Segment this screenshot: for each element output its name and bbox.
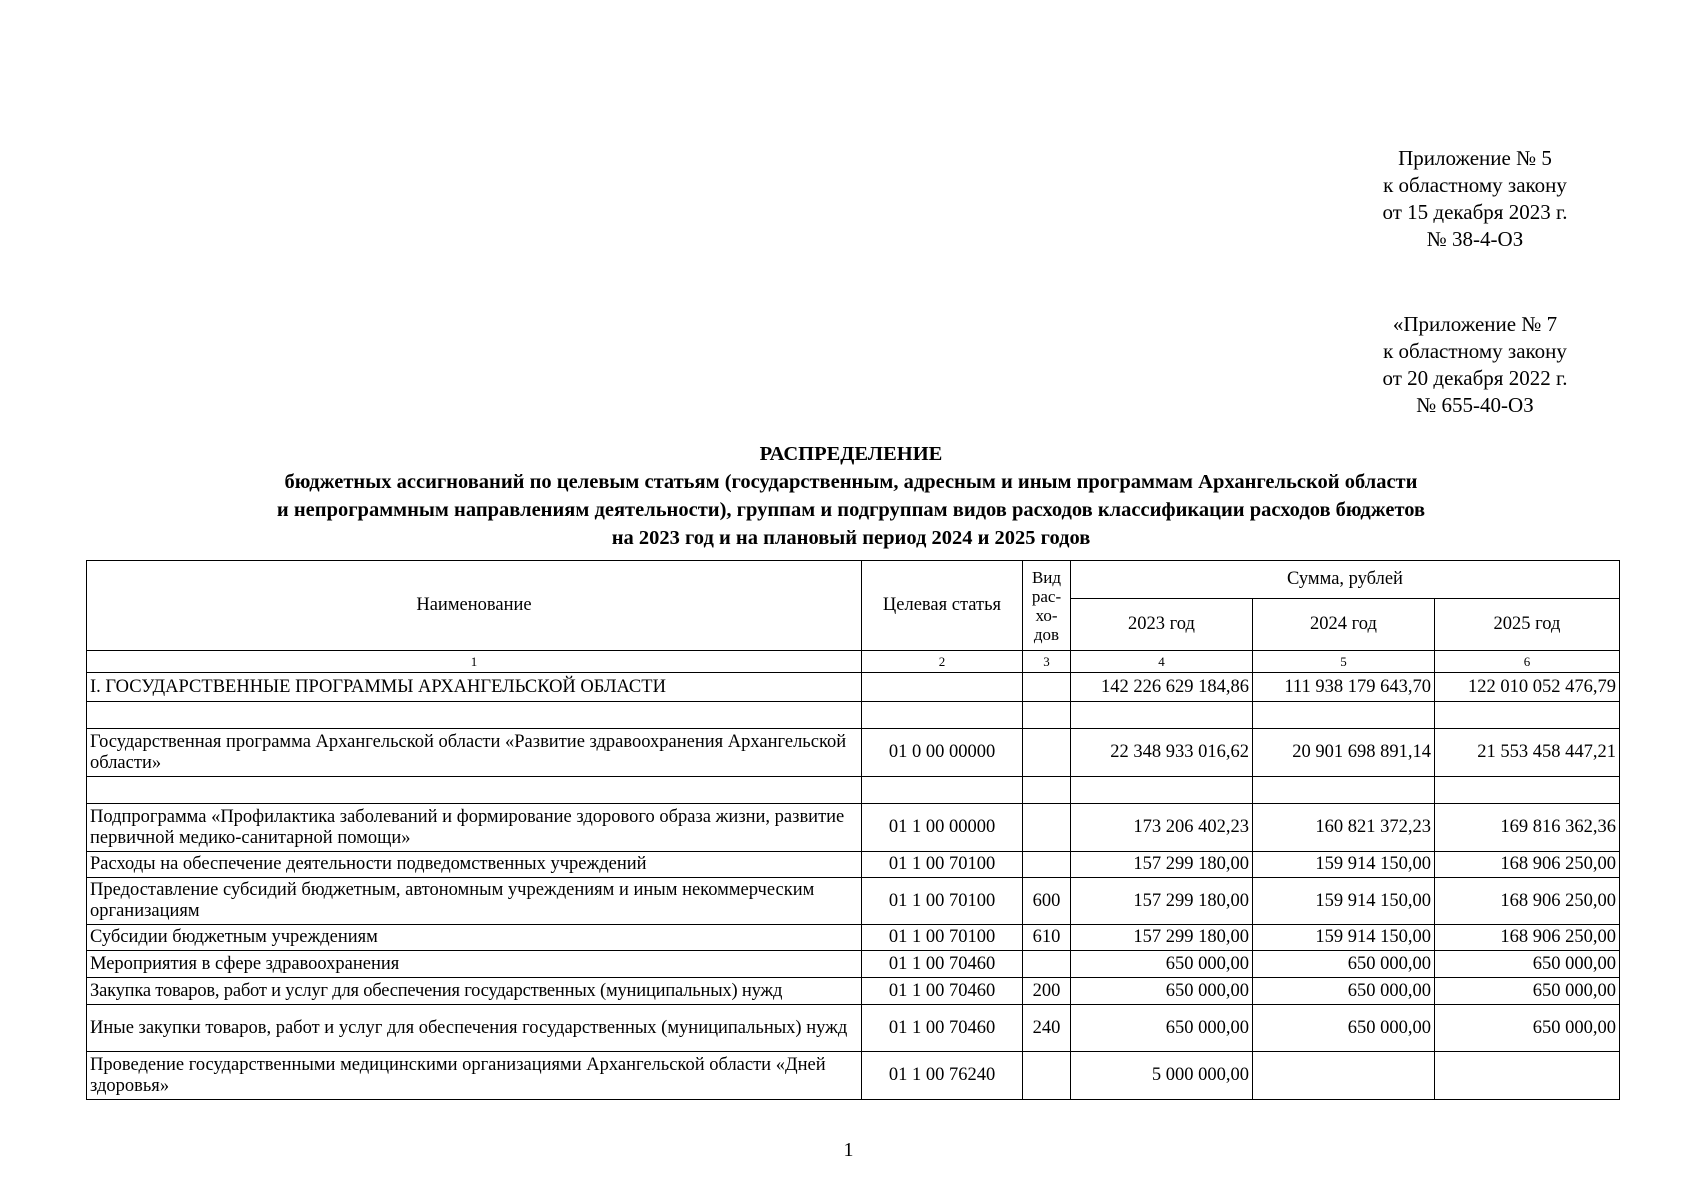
table-row [87,925,1620,951]
row-sum-2024: 650 000,00 [1253,951,1435,978]
appendix-line: к областному закону [1383,173,1567,197]
header-target-article: Целевая статья [862,561,1023,651]
column-number: 5 [1253,651,1435,673]
appendix-line: к областному закону [1383,339,1567,363]
title-line: и непрограммным направлениям деятельности), группам и подгруппам видов расходов классификации расходов бюджетов [276,499,1426,521]
row-sum-2023: 157 299 180,00 [1071,878,1253,925]
title-line: на 2023 год и на плановый период 2024 и 2025 годов [611,527,1091,549]
row-sum-2023: 650 000,00 [1071,1005,1253,1052]
table-row [87,1052,1620,1100]
row-type: 610 [1023,925,1071,951]
spacer-row [87,702,1620,729]
row-target: 01 1 00 70100 [862,878,1023,925]
column-number: 1 [87,651,862,673]
appendix-amended-reference [1330,311,1620,419]
appendix-line: Приложение № 5 [1398,146,1552,170]
row-sum-2025: 168 906 250,00 [1435,878,1620,925]
row-type: 240 [1023,1005,1071,1052]
row-sum-2025: 169 816 362,36 [1435,804,1620,852]
table-row [87,852,1620,878]
row-target: 01 1 00 76240 [862,1052,1023,1100]
appendix-current-reference [1330,145,1620,253]
document-title [86,440,1616,552]
row-type: 200 [1023,978,1071,1005]
appendix-line: № 655-40-ОЗ [1416,393,1534,417]
row-sum-2024: 650 000,00 [1253,1005,1435,1052]
header-year-2024: 2024 год [1253,599,1435,651]
table-row [87,804,1620,852]
row-sum-2023: 650 000,00 [1071,951,1253,978]
row-name: Закупка товаров, работ и услуг для обеспечения государственных (муниципальных) нужд [87,978,862,1005]
appendix-line: «Приложение № 7 [1392,312,1558,336]
row-sum-2025 [1435,1052,1620,1100]
row-sum-2023: 157 299 180,00 [1071,852,1253,878]
row-type [1023,852,1071,878]
header-year-2025: 2025 год [1435,599,1620,651]
table-row [87,1005,1620,1052]
row-name: I. ГОСУДАРСТВЕННЫЕ ПРОГРАММЫ АРХАНГЕЛЬСКОЙ ОБЛАСТИ [87,673,862,702]
row-target: 01 0 00 00000 [862,729,1023,777]
header-year-2023: 2023 год [1071,599,1253,651]
page-number: 1 [843,1139,854,1161]
row-name: Субсидии бюджетным учреждениям [87,925,862,951]
row-sum-2024 [1253,1052,1435,1100]
row-name: Подпрограмма «Профилактика заболеваний и формирование здорового образа жизни, развитие первичной медико-санитарной помощи» [87,804,862,852]
row-sum-2023: 157 299 180,00 [1071,925,1253,951]
table-row [87,951,1620,978]
row-sum-2024: 159 914 150,00 [1253,878,1435,925]
row-target: 01 1 00 70100 [862,925,1023,951]
row-sum-2023: 142 226 629 184,86 [1071,673,1253,702]
row-name: Мероприятия в сфере здравоохранения [87,951,862,978]
row-type: 600 [1023,878,1071,925]
row-sum-2025: 168 906 250,00 [1435,852,1620,878]
row-sum-2023: 650 000,00 [1071,978,1253,1005]
budget-allocation-table [86,560,1620,1100]
row-sum-2025: 122 010 052 476,79 [1435,673,1620,702]
spacer-row [87,777,1620,804]
row-name: Иные закупки товаров, работ и услуг для обеспечения государственных (муниципальных) нужд [87,1005,862,1052]
row-type [1023,804,1071,852]
row-name: Проведение государственными медицинскими организациями Архангельской области «Дней здоровья» [87,1052,862,1100]
row-target: 01 1 00 70460 [862,978,1023,1005]
title-line: бюджетных ассигнований по целевым статьям (государственным, адресным и иным программам Архангельской области [284,471,1418,493]
column-number-row [87,651,1620,673]
header-name: Наименование [87,561,862,651]
row-sum-2023: 22 348 933 016,62 [1071,729,1253,777]
row-sum-2023: 173 206 402,23 [1071,804,1253,852]
header-expense-type: Вид рас- хо- дов [1023,561,1071,651]
row-type [1023,1052,1071,1100]
header-sum: Сумма, рублей [1071,561,1620,599]
column-number: 4 [1071,651,1253,673]
row-type [1023,729,1071,777]
row-sum-2025: 650 000,00 [1435,951,1620,978]
title-heading: РАСПРЕДЕЛЕНИЕ [759,443,943,465]
row-target [862,673,1023,702]
table-row [87,978,1620,1005]
row-target: 01 1 00 70100 [862,852,1023,878]
column-number: 3 [1023,651,1071,673]
row-name: Государственная программа Архангельской области «Развитие здравоохранения Архангельской области» [87,729,862,777]
row-sum-2024: 111 938 179 643,70 [1253,673,1435,702]
row-sum-2024: 160 821 372,23 [1253,804,1435,852]
table-row [87,878,1620,925]
row-sum-2023: 5 000 000,00 [1071,1052,1253,1100]
appendix-line: от 20 декабря 2022 г. [1382,366,1568,390]
row-sum-2024: 650 000,00 [1253,978,1435,1005]
row-sum-2024: 159 914 150,00 [1253,925,1435,951]
column-number: 2 [862,651,1023,673]
row-target: 01 1 00 00000 [862,804,1023,852]
row-sum-2024: 159 914 150,00 [1253,852,1435,878]
row-name: Предоставление субсидий бюджетным, автономным учреждениям и иным некоммерческим организациям [87,878,862,925]
row-sum-2025: 21 553 458 447,21 [1435,729,1620,777]
row-target: 01 1 00 70460 [862,1005,1023,1052]
row-sum-2024: 20 901 698 891,14 [1253,729,1435,777]
row-sum-2025: 650 000,00 [1435,1005,1620,1052]
table-row [87,729,1620,777]
row-name: Расходы на обеспечение деятельности подведомственных учреждений [87,852,862,878]
row-sum-2025: 168 906 250,00 [1435,925,1620,951]
table-row [87,673,1620,702]
row-type [1023,951,1071,978]
appendix-line: от 15 декабря 2023 г. [1382,200,1568,224]
row-type [1023,673,1071,702]
row-target: 01 1 00 70460 [862,951,1023,978]
column-number: 6 [1435,651,1620,673]
appendix-line: № 38-4-ОЗ [1426,227,1524,251]
row-sum-2025: 650 000,00 [1435,978,1620,1005]
